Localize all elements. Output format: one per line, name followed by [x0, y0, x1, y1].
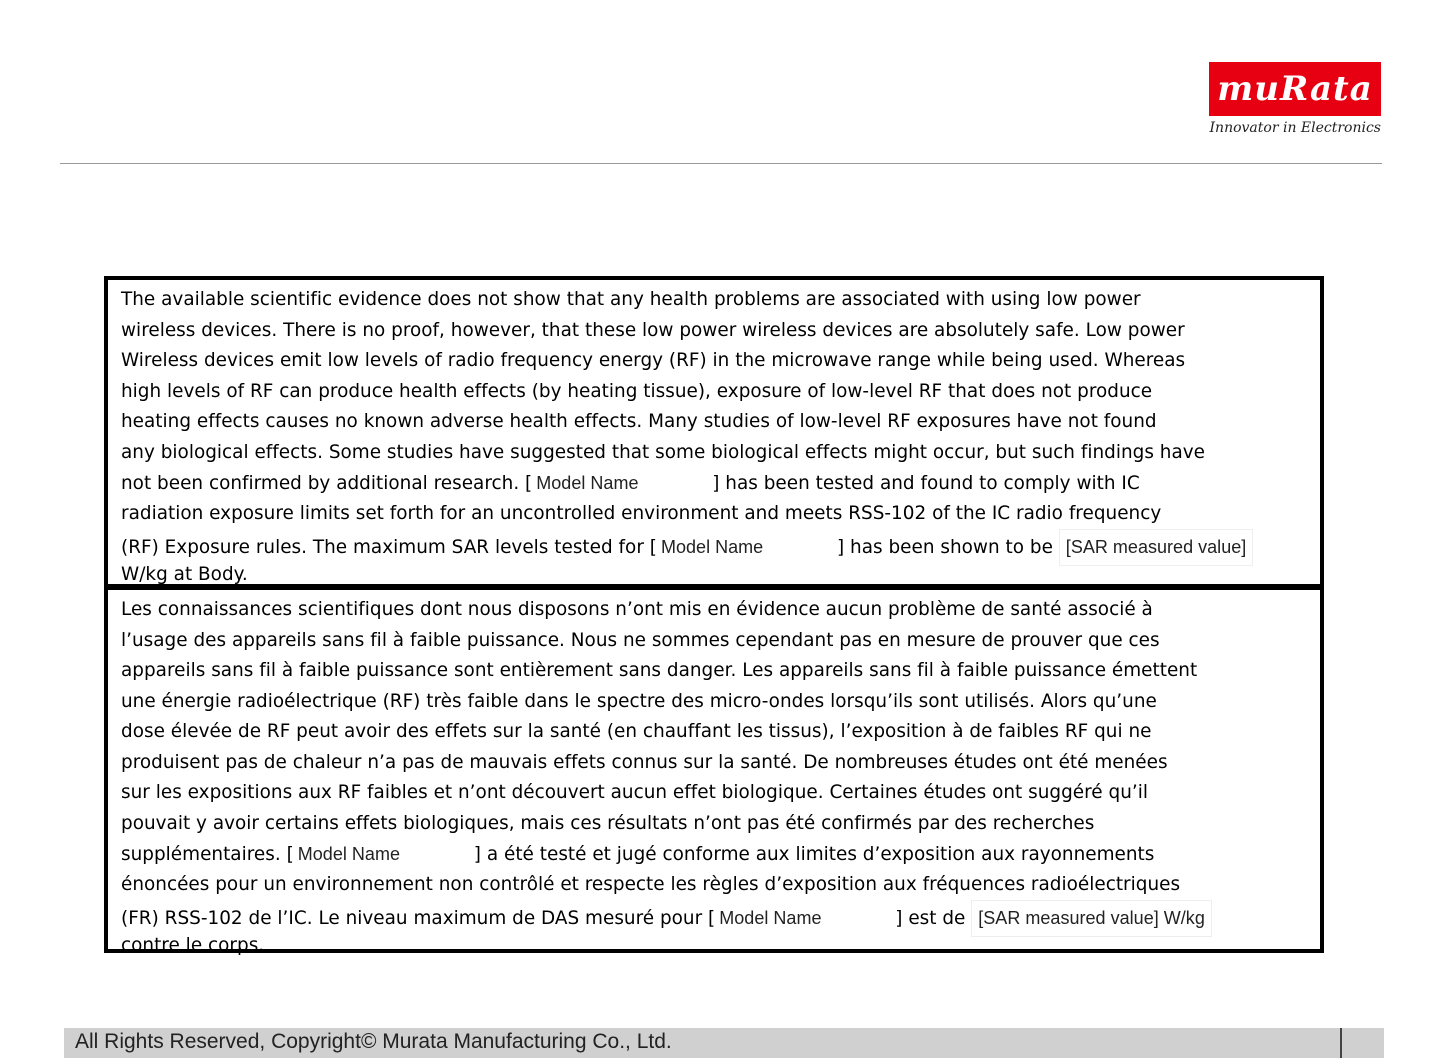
model-name-placeholder: Model Name	[536, 473, 639, 493]
french-statement-box	[104, 586, 1324, 956]
en-line-7-end: ] has been tested and found to comply with IC	[712, 473, 1140, 494]
footer-separator	[1340, 1028, 1342, 1058]
en-line-3: Wireless devices emit low levels of radio frequency energy (RF) in the microwave range while being used. Whereas	[121, 350, 1186, 371]
sar-value-placeholder: [SAR measured value]	[1059, 529, 1254, 566]
en-line-4: high levels of RF can produce health effects (by heating tissue), exposure of low-level RF that does not produce	[121, 380, 1153, 402]
en-line-6: any biological effects. Some studies have suggested that some biological effects might occur, but such findings have	[121, 441, 1206, 463]
fr-line-8: pouvait y avoir certains effets biologiques, mais ces résultats n’ont pas été confirmés par des recherches	[121, 812, 1095, 834]
sar-value-placeholder: [SAR measured value] W/kg	[971, 900, 1212, 937]
en-line-9-start: (RF) Exposure rules. The maximum SAR levels tested for [	[121, 537, 657, 558]
murata-logo	[1209, 62, 1381, 136]
en-line-5: heating effects causes no known adverse health effects. Many studies of low-level RF exposures have not found	[121, 411, 1157, 432]
copyright-text: All Rights Reserved, Copyright© Murata Manufacturing Co., Ltd.	[75, 1030, 672, 1053]
en-line-8: radiation exposure limits set forth for an uncontrolled environment and meets RSS-102 of the IC radio frequency	[121, 502, 1162, 524]
fr-line-3: appareils sans fil à faible puissance sont entièrement sans danger. Les appareils sans fil à faible puissance émettent	[121, 660, 1198, 681]
fr-line-10: énoncées pour un environnement non contrôlé et respecte les règles d’exposition aux fréquences radioélectriques	[121, 873, 1181, 895]
en-line-9-end: ] has been shown to be	[836, 537, 1053, 558]
fr-line-11	[121, 900, 1320, 931]
fr-line-9	[121, 839, 1320, 870]
fr-line-12: contre le corps.	[121, 934, 265, 956]
en-line-10: W/kg at Body.	[121, 563, 248, 585]
fr-line-2: l’usage des appareils sans fil à faible puissance. Nous ne sommes cependant pas en mesure de prouver que ces	[121, 629, 1160, 651]
model-name-placeholder: Model Name	[719, 908, 822, 928]
en-line-2: wireless devices. There is no proof, however, that these low power wireless devices are absolutely safe. Low power	[121, 319, 1185, 341]
logo-tagline: Innovator in Electronics	[1209, 120, 1381, 136]
fr-line-9-start: supplémentaires. [	[121, 844, 294, 865]
fr-line-6: produisent pas de chaleur n’a pas de mauvais effets connus sur la santé. De nombreuses études ont été menées	[121, 751, 1168, 773]
fr-line-7: sur les expositions aux RF faibles et n’ont découvert aucun effet biologique. Certaines études ont suggéré qu’il	[121, 782, 1148, 803]
fr-line-11-end: ] est de	[895, 908, 966, 929]
model-name-placeholder: Model Name	[660, 537, 764, 557]
fr-line-9-end: ] a été testé et jugé conforme aux limites d’exposition aux rayonnements	[473, 844, 1155, 865]
model-name-placeholder: Model Name	[297, 844, 401, 864]
footer-bar	[64, 1028, 1384, 1058]
en-line-7-start: not been confirmed by additional research. [	[121, 473, 533, 494]
en-line-9	[121, 529, 1320, 560]
fr-line-1: Les connaissances scientifiques dont nous disposons n’ont mis en évidence aucun problème de santé associé à	[121, 599, 1153, 620]
en-line-7	[121, 468, 1320, 499]
fr-line-5: dose élevée de RF peut avoir des effets sur la santé (en chauffant les tissus), l’exposition à de faibles RF qui ne	[121, 721, 1152, 742]
english-statement-box	[104, 276, 1324, 588]
fr-line-11-start: (FR) RSS-102 de l’IC. Le niveau maximum de DAS mesuré pour [	[121, 908, 716, 929]
en-line-1: The available scientific evidence does not show that any health problems are associated with using low power	[121, 289, 1141, 310]
header-divider	[60, 163, 1382, 164]
fr-line-4: une énergie radioélectrique (RF) très faible dans le spectre des micro-ondes lorsqu’ils sont utilisés. Alors qu’une	[121, 690, 1157, 712]
logo-wordmark: muRata	[1209, 62, 1381, 116]
